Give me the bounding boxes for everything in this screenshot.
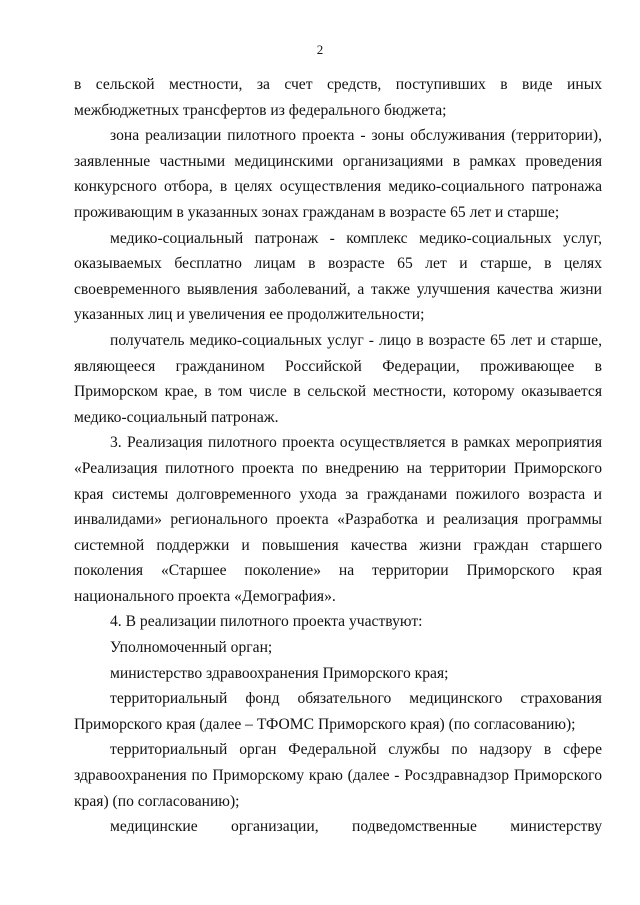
document-body: [74, 72, 602, 840]
paragraph-section-3: 3. Реализация пилотного проекта осуществляется в рамках мероприятия «Реализация пилотного проекта по внедрению на территории Приморского края системы долговременного ухода за гражданами пожилого возраста и инвалидами» регионального проекта «Разработка и реализация программы системной поддержки и повышения качества жизни граждан старшего поколения «Старшее поколение» на территории Приморского края национального проекта «Демография».: [74, 434, 602, 605]
paragraph-section-4-intro: 4. В реализации пилотного проекта участвуют:: [110, 613, 423, 631]
page-number: 2: [316, 42, 324, 57]
paragraph-patronage-definition: медико-социальный патронаж - комплекс медико-социальных услуг, оказываемых бесплатно лицам в возрасте 65 лет и старше, в целях своевременного выявления заболеваний, а также улучшения качества жизни указанных лиц и увеличения ее продолжительности;: [74, 229, 602, 324]
list-item-health-ministry: министерство здравоохранения Приморского края;: [110, 664, 449, 682]
paragraph-pilot-zone-definition: зона реализации пилотного проекта - зоны обслуживания (территории), заявленные частными медицинскими организациями в рамках проведения конкурсного отбора, в целях осуществления медико-социального патронажа проживающим в указанных зонах гражданам в возрасте 65 лет и старше;: [74, 127, 602, 221]
list-item-medical-organizations: медицинские организации, подведомственные министерству: [110, 818, 602, 836]
paragraph-recipient-definition: получатель медико-социальных услуг - лицо в возрасте 65 лет и старше, являющееся гражданином Российской Федерации, проживающее в Приморском крае, в том числе в сельской местности, которому оказывается медико-социальный патронаж.: [74, 331, 602, 426]
list-item-tfoms: территориальный фонд обязательного медицинского страхования Приморского края (далее – ТФОМС Приморского края) (по согласованию);: [74, 690, 602, 733]
paragraph-rural-funding: в сельской местности, за счет средств, поступивших в виде иных межбюджетных трансфертов из федерального бюджета;: [74, 76, 602, 119]
list-item-roszdravnadzor: территориальный орган Федеральной службы по надзору в сфере здравоохранения по Приморскому краю (далее - Росздравнадзор Приморского края) (по согласованию);: [74, 741, 602, 810]
list-item-authorized-body: Уполномоченный орган;: [110, 639, 273, 657]
